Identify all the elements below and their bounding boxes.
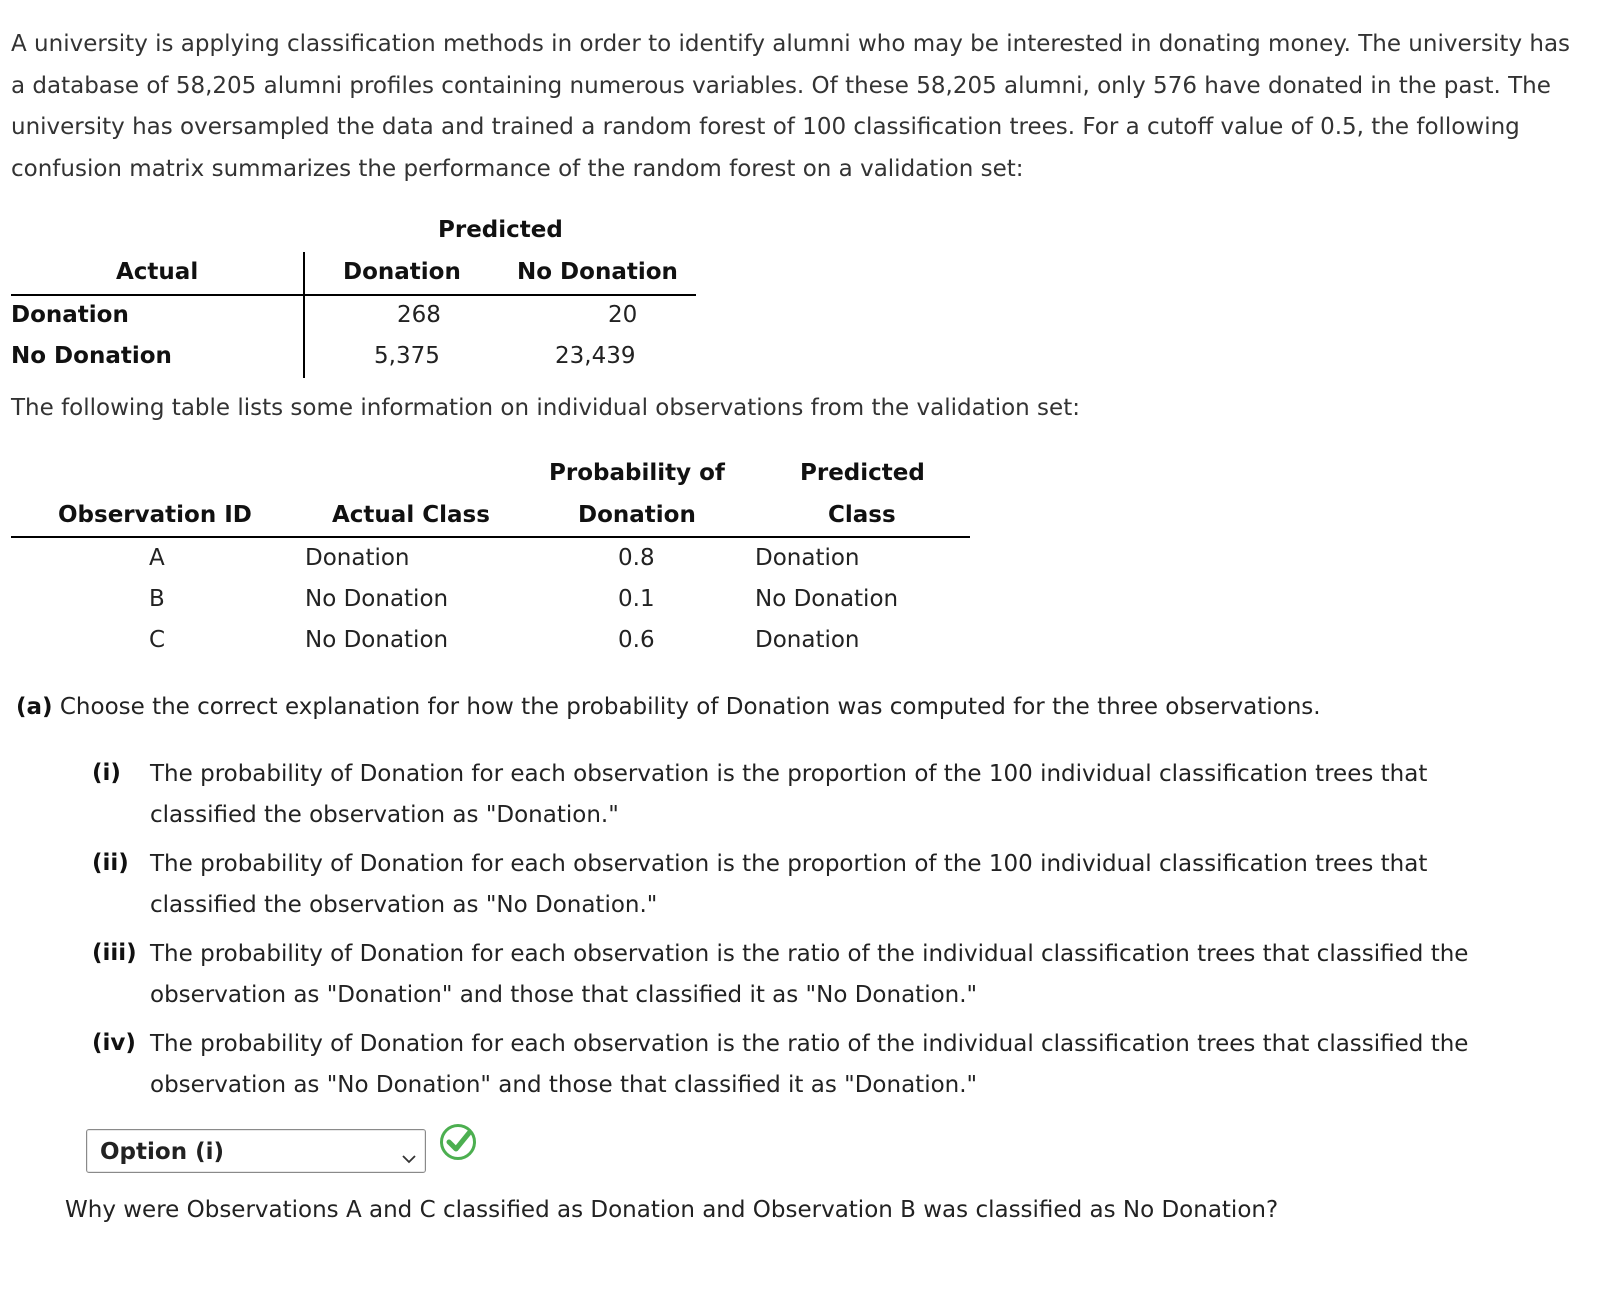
answer-select[interactable] [86,1129,426,1173]
table-intro: The following table lists some information on individual observations from the validation set: [11,395,1080,421]
option-number: (iv) [92,1030,136,1056]
row-label-no-donation: No Donation [11,343,172,369]
cell-observation-id: B [149,586,165,612]
cell-predicted-class: No Donation [755,586,899,612]
cell-actual-class: No Donation [305,586,449,612]
question-a-text: Choose the correct explanation for how the probability of Donation was computed for the three observations. [59,694,1321,720]
option-text: The probability of Donation for each observation is the ratio of the individual classification trees that classified the observation as "Donation" and those that classified it as "No Donation." [150,941,1469,1008]
cell-donation-donation: 268 [397,302,441,328]
chevron-down-icon [401,1145,417,1171]
cell-donation-no-donation: 20 [608,302,638,328]
cell-observation-id: C [149,627,166,653]
cell-observation-id: A [149,545,165,571]
question-a [16,694,1321,720]
col-no-donation-header: No Donation [517,259,678,285]
header-probability-line1: Probability of [549,460,725,486]
cell-probability: 0.1 [618,586,655,612]
actual-header: Actual [116,259,199,285]
answer-select-value: Option (i) [100,1139,224,1165]
predicted-header: Predicted [438,217,563,243]
option-text: The probability of Donation for each observation is the ratio of the individual classification trees that classified the observation as "No Donation" and those that classified it as "Donation." [150,1031,1469,1098]
header-divider [11,536,970,538]
option-number: (iii) [92,940,137,966]
cell-predicted-class: Donation [755,627,860,653]
option-text: The probability of Donation for each observation is the proportion of the 100 individual classification trees that classified the observation as "No Donation." [150,851,1428,918]
cell-actual-class: Donation [305,545,410,571]
cell-predicted-class: Donation [755,545,860,571]
header-probability-line2: Donation [578,502,696,528]
option-number: (i) [92,760,121,786]
correct-check-icon [438,1121,480,1169]
header-observation-id: Observation ID [58,502,252,528]
row-label-donation: Donation [11,302,129,328]
cell-no-donation-donation: 5,375 [374,343,440,369]
question-a-label: (a) [16,694,53,720]
option-text: The probability of Donation for each observation is the proportion of the 100 individual classification trees that classified the observation as "Donation." [150,761,1428,828]
row-label-divider [303,252,305,378]
header-predicted-line2: Class [828,502,896,528]
col-donation-header: Donation [343,259,461,285]
cell-probability: 0.8 [618,545,655,571]
cell-no-donation-no-donation: 23,439 [555,343,636,369]
intro-paragraph: A university is applying classification methods in order to identify alumni who may be interested in donating money. The university has a database of 58,205 alumni profiles containing numerous variables. Of these 58,205 alumni, only 576 have donated in the past. The university has oversampled the data and trained a random forest of 100 classification trees. For a cutoff value of 0.5, the following confusion matrix summarizes the performance of the random forest on a validation set: [11,31,1571,182]
header-predicted-line1: Predicted [800,460,925,486]
option-number: (ii) [92,850,129,876]
question-b: Why were Observations A and C classified as Donation and Observation B was classified as No Donation? [65,1197,1279,1223]
header-divider [11,294,696,296]
cell-actual-class: No Donation [305,627,449,653]
cell-probability: 0.6 [618,627,655,653]
header-actual-class: Actual Class [332,502,490,528]
